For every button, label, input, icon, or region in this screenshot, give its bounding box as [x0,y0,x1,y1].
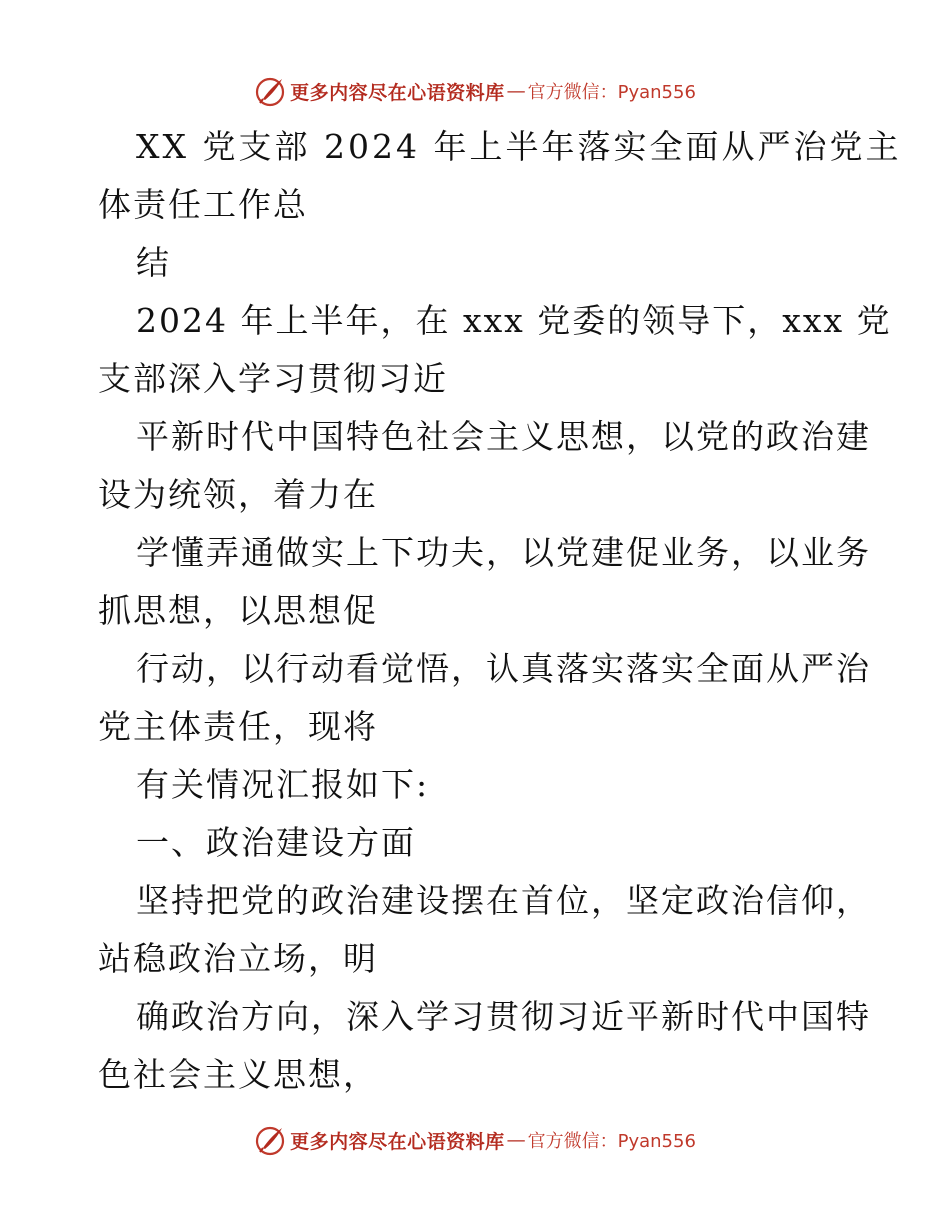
watermark-promo-text: 更多内容尽在心语资料库 [290,1130,505,1153]
document-title-line-3: 结 [136,243,171,282]
watermark-dash: — [506,1129,526,1151]
paragraph-line: 抓思想，以思想促 [98,591,378,630]
document-body [98,118,902,1104]
paragraph-line: 坚持把党的政治建设摆在首位，坚定政治信仰， [136,881,871,920]
document-title-line-1: XX 党支部 2024 年上半年落实全面从严治党主 [136,127,902,166]
paragraph-line: 2024 年上半年，在 xxx 党委的领导下，xxx 党 [136,301,892,340]
watermark-contact-text: 官方微信：Pyan556 [527,1131,696,1152]
document-title-line-2: 体责任工作总 [98,185,308,224]
quill-pen-logo-icon [254,75,286,107]
paragraph-line: 确政治方向，深入学习贯彻习近平新时代中国特 [136,997,871,1036]
watermark-promo-text: 更多内容尽在心语资料库 [290,81,505,104]
watermark-dash: — [506,80,526,102]
paragraph-line: 有关情况汇报如下: [136,765,430,804]
paragraph-line: 平新时代中国特色社会主义思想，以党的政治建 [136,417,871,456]
paragraph-line: 学懂弄通做实上下功夫，以党建促业务，以业务 [136,533,871,572]
watermark-banner-bottom [0,1120,950,1160]
paragraph-line: 行动，以行动看觉悟，认真落实落实全面从严治 [136,649,871,688]
section-heading: 一、政治建设方面 [136,823,416,862]
quill-pen-logo-icon [254,1124,286,1156]
paragraph-line: 党主体责任，现将 [98,707,378,746]
paragraph-line: 站稳政治立场，明 [98,939,378,978]
paragraph-line: 色社会主义思想， [98,1055,378,1094]
watermark-contact-text: 官方微信：Pyan556 [527,82,696,103]
paragraph-line: 支部深入学习贯彻习近 [98,359,448,398]
paragraph-line: 设为统领，着力在 [98,475,378,514]
watermark-banner-top [0,71,950,111]
